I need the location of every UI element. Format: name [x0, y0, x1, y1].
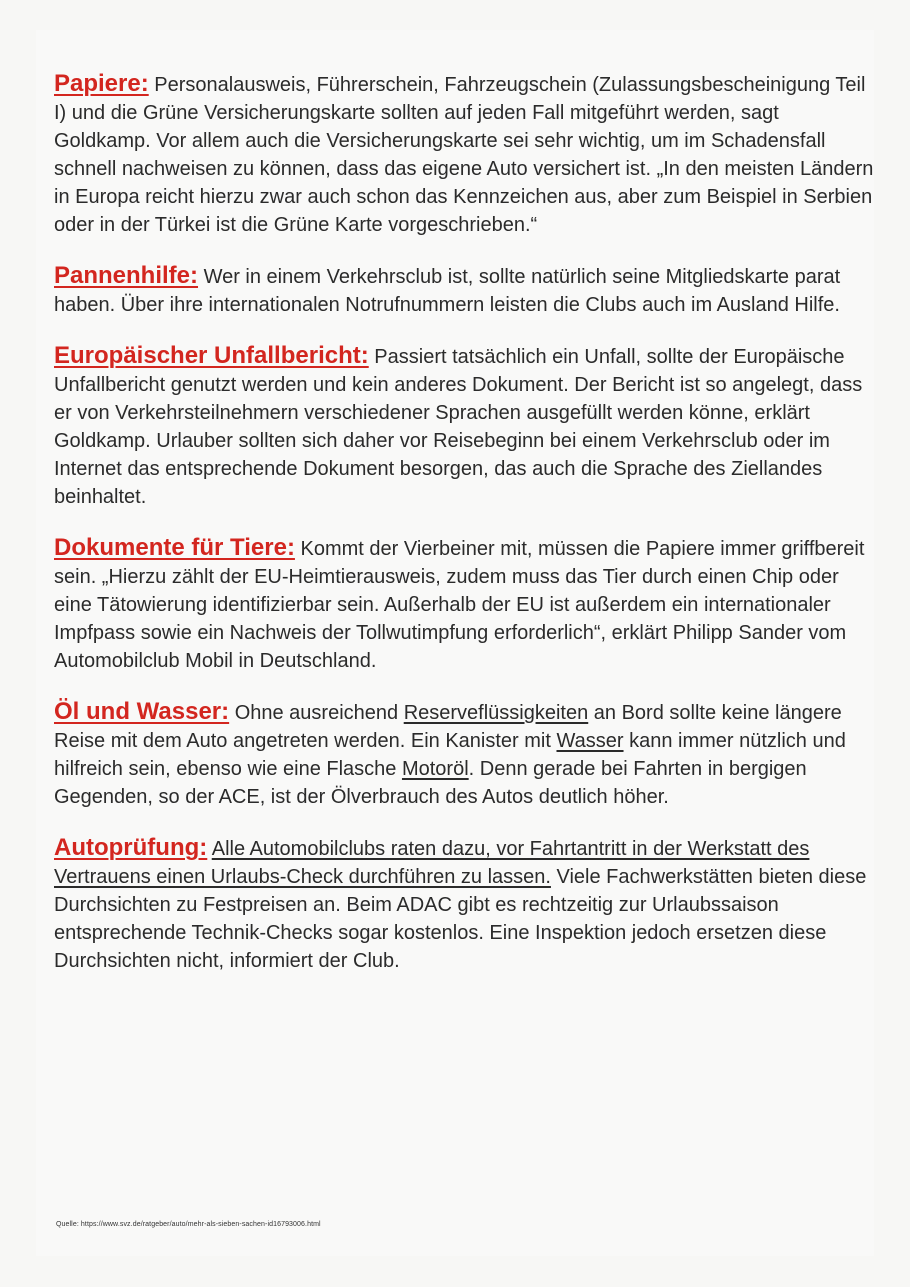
heading-tiere: Dokumente für Tiere:: [54, 534, 295, 561]
heading-papiere: Papiere:: [54, 70, 149, 97]
link-motoroel[interactable]: Motoröl: [401, 758, 469, 780]
section-autopruefung: [54, 834, 876, 975]
text-papiere: Personalausweis, Führerschein, Fahrzeugschein (Zulassungsbescheinigung Teil I) und die Grüne Versicherungskarte sollten auf jeden Fall mitgeführt werden, sagt Goldkamp. Vor allem auch die Versicherungskarte sei sehr wichtig, um im Schadensfall schnell nachweisen zu können, dass das eigene Auto versichert ist. „In den meisten Ländern in Europa reicht hierzu zwar auch schon das Kennzeichen aus, aber zum Beispiel in Serbien oder in der Türkei ist die Grüne Karte vorgeschrieben.“: [54, 74, 874, 236]
heading-autopruefung: Autoprüfung:: [54, 834, 208, 861]
heading-unfallbericht: Europäischer Unfallbericht:: [54, 342, 369, 369]
section-unfallbericht: [54, 342, 876, 511]
text-oel-wasser-3: kann immer nützlich und hilfreich sein, ebenso wie eine Flasche: [54, 730, 846, 780]
text-oel-wasser-1: Ohne ausreichend: [229, 702, 404, 724]
text-unfallbericht: Passiert tatsächlich ein Unfall, sollte der Europäische Unfallbericht genutzt werden und kein anderes Dokument. Der Bericht ist so angelegt, dass er von Verkehrsteilnehmern verschiedener Sprachen ausgefüllt werden könne, erklärt Goldkamp. Urlauber sollten sich daher vor Reisebeginn bei einem Verkehrsclub oder im Internet das entsprechende Dokument besorgen, das auch die Sprache des Ziellandes beinhaltet.: [54, 346, 863, 508]
section-oel-wasser: [54, 698, 876, 811]
section-pannenhilfe: [54, 262, 876, 319]
heading-oel-wasser: Öl und Wasser:: [54, 698, 230, 725]
text-pannenhilfe: Wer in einem Verkehrsclub ist, sollte natürlich seine Mitgliedskarte parat haben. Über ihre internationalen Notrufnummern leisten die Clubs auch im Ausland Hilfe.: [54, 266, 841, 316]
text-oel-wasser-2: an Bord sollte keine längere Reise mit dem Auto angetreten werden. Ein Kanister mit: [54, 702, 842, 752]
source-note: Quelle: https://www.svz.de/ratgeber/auto/mehr-als-sieben-sachen-id16793006.html: [56, 1221, 321, 1228]
text-autopruefung: Viele Fachwerkstätten bieten diese Durchsichten zu Festpreisen an. Beim ADAC gibt es rechtzeitig zur Urlaubssaison entsprechende Technik-Checks sogar kostenlos. Eine Inspektion jedoch ersetzen diese Durchsichten nicht, informiert der Club.: [54, 866, 867, 972]
section-papiere: [54, 70, 876, 239]
text-tiere: Kommt der Vierbeiner mit, müssen die Papiere immer griffbereit sein. „Hierzu zählt der EU-Heimtierausweis, zudem muss das Tier durch einen Chip oder eine Tätowierung identifizierbar sein. Außerhalb der EU ist außerdem ein internationaler Impfpass sowie ein Nachweis der Tollwutimpfung erforderlich“, erklärt Philipp Sander vom Automobilclub Mobil in Deutschland.: [54, 538, 865, 672]
article-body: [54, 70, 876, 998]
text-oel-wasser-4: . Denn gerade bei Fahrten in bergigen Gegenden, so der ACE, ist der Ölverbrauch des Autos deutlich höher.: [54, 758, 807, 808]
heading-pannenhilfe: Pannenhilfe:: [54, 262, 199, 289]
text-autopruefung-underlined: Alle Automobilclubs raten dazu, vor Fahrtantritt in der Werkstatt des Vertrauens einen Urlaubs-Check durchführen zu lassen.: [54, 838, 810, 888]
link-reservefluessigkeiten[interactable]: Reserveflüssigkeiten: [403, 702, 589, 724]
section-tiere: [54, 534, 876, 675]
link-wasser[interactable]: Wasser: [556, 730, 624, 752]
